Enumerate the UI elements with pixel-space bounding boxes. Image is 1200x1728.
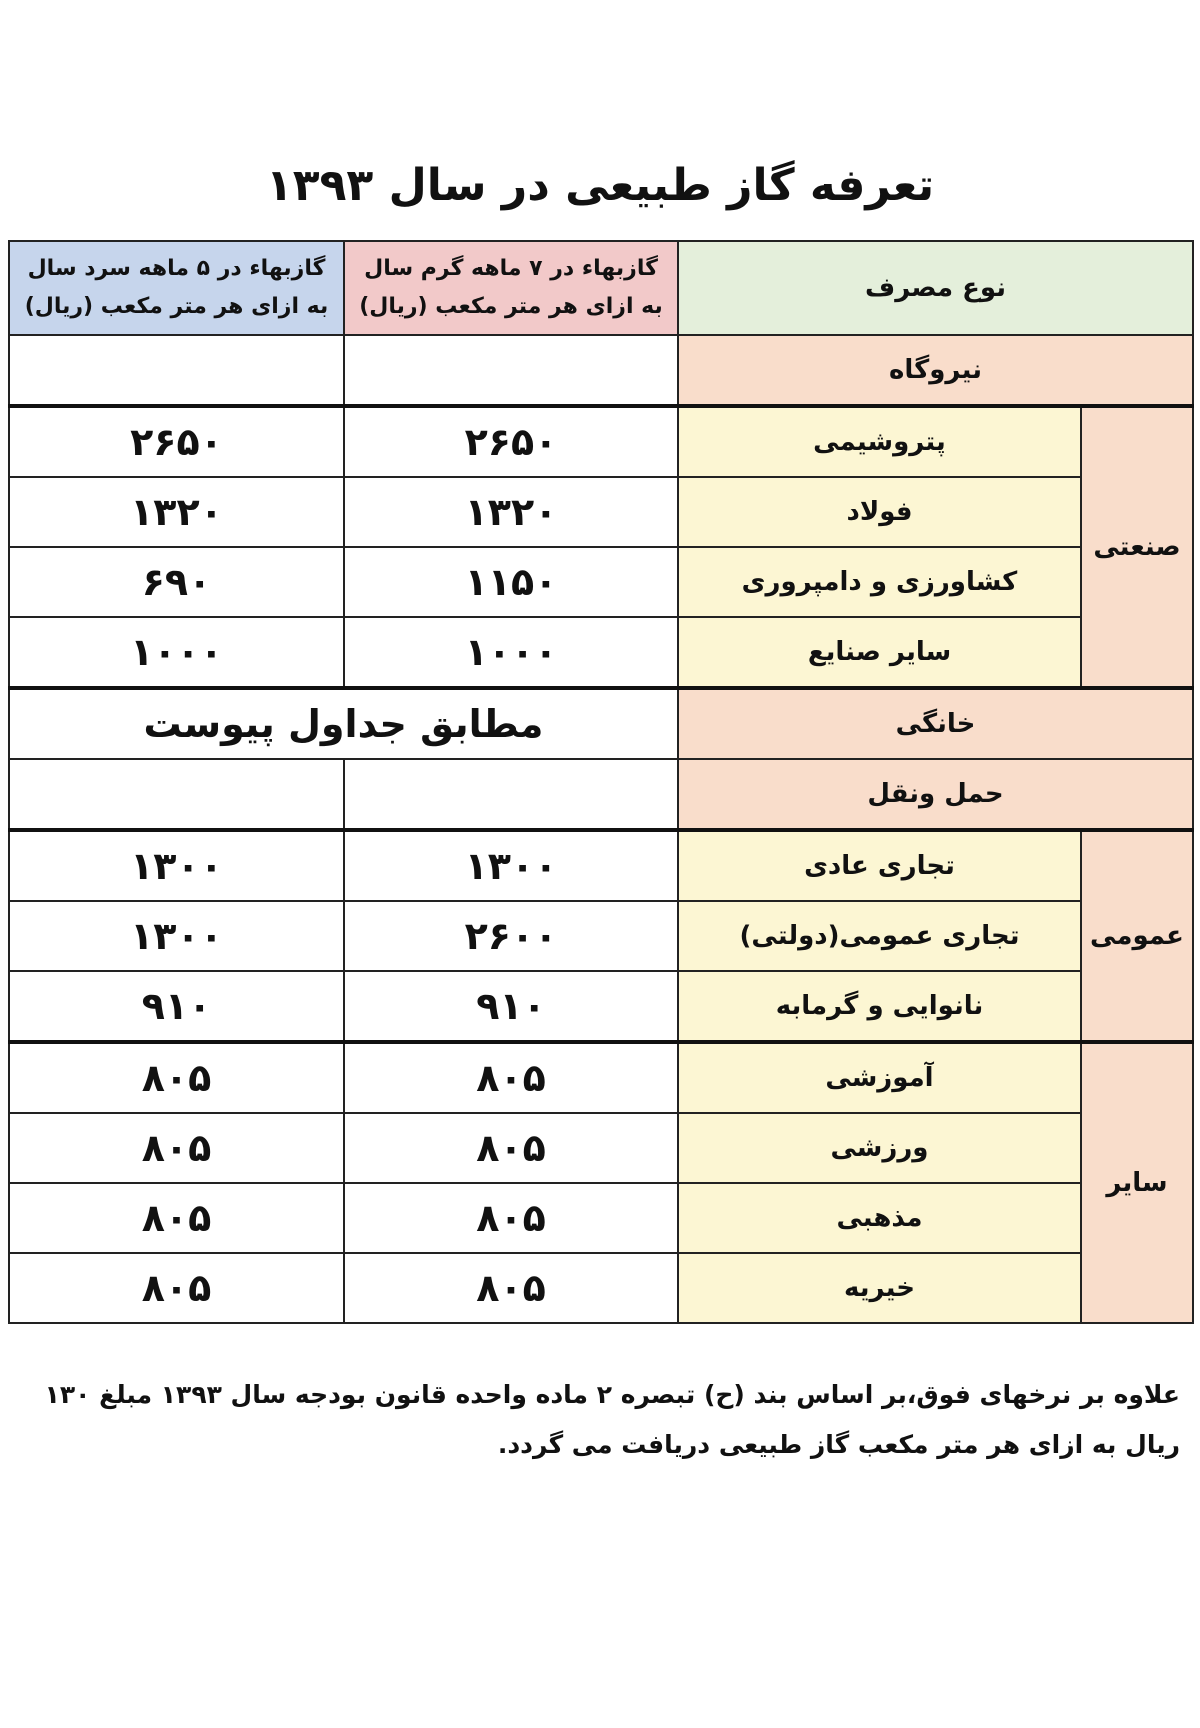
- table-row: [9, 830, 1193, 901]
- warm-value: [344, 335, 678, 406]
- cold-value: [9, 335, 344, 406]
- cold-value: ۸۰۵: [9, 1183, 344, 1253]
- cold-value: ۹۱۰: [9, 971, 344, 1042]
- header-warm-line1: گازبهاء در ۷ ماهه گرم سال: [364, 256, 658, 281]
- group-label-sanati: صنعتی: [1081, 406, 1193, 688]
- cold-value: ۲۶۵۰: [9, 406, 344, 477]
- warm-value: ۸۰۵: [344, 1183, 678, 1253]
- header-cold-line1: گازبهاء در ۵ ماهه سرد سال: [27, 256, 326, 281]
- row-label-niroogah: نیروگاه: [678, 335, 1193, 406]
- header-cold: [9, 241, 344, 335]
- warm-value: ۱۳۲۰: [344, 477, 678, 547]
- row-label-haml: حمل ونقل: [678, 759, 1193, 830]
- header-cold-line2: به ازای هر متر مکعب (ریال): [24, 294, 329, 319]
- tariff-table: [8, 240, 1194, 1324]
- cold-value: ۸۰۵: [9, 1042, 344, 1113]
- table-row: [9, 901, 1193, 971]
- warm-value: ۱۳۰۰: [344, 830, 678, 901]
- cold-value: [9, 759, 344, 830]
- warm-value: ۸۰۵: [344, 1042, 678, 1113]
- header-type: نوع مصرف: [678, 241, 1193, 335]
- warm-value: ۱۱۵۰: [344, 547, 678, 617]
- warm-value: ۸۰۵: [344, 1113, 678, 1183]
- table-row: [9, 971, 1193, 1042]
- row-label-petro: پتروشیمی: [678, 406, 1081, 477]
- row-label-tejari-omumi: تجاری عمومی(دولتی): [678, 901, 1081, 971]
- table-row: [9, 759, 1193, 830]
- header-row: [9, 241, 1193, 335]
- row-label-nanvai: نانوایی و گرمابه: [678, 971, 1081, 1042]
- row-label-keshavarzi: کشاورزی و دامپروری: [678, 547, 1081, 617]
- table-row: [9, 688, 1193, 759]
- warm-value: [344, 759, 678, 830]
- row-label-foolad: فولاد: [678, 477, 1081, 547]
- row-label-sayer-sanaye: سایر صنایع: [678, 617, 1081, 688]
- table-row: [9, 406, 1193, 477]
- header-warm: [344, 241, 678, 335]
- table-row: [9, 1183, 1193, 1253]
- header-warm-line2: به ازای هر متر مکعب (ریال): [359, 294, 663, 319]
- warm-value: ۹۱۰: [344, 971, 678, 1042]
- warm-value: ۲۶۵۰: [344, 406, 678, 477]
- cold-value: ۱۰۰۰: [9, 617, 344, 688]
- cold-value: ۱۳۲۰: [9, 477, 344, 547]
- table-row: [9, 1113, 1193, 1183]
- row-label-varzeshi: ورزشی: [678, 1113, 1081, 1183]
- table-row: [9, 547, 1193, 617]
- table-row: [9, 617, 1193, 688]
- row-label-tejari-adi: تجاری عادی: [678, 830, 1081, 901]
- row-label-mazhabi: مذهبی: [678, 1183, 1081, 1253]
- cold-value: ۶۹۰: [9, 547, 344, 617]
- merged-value: مطابق جداول پیوست: [9, 688, 678, 759]
- footnote: علاوه بر نرخهای فوق،بر اساس بند (ح) تبصره ۲ ماده واحده قانون بودجه سال ۱۳۹۳ مبلغ ۱۳۰ ریال به ازای هر متر مکعب گاز طبیعی دریافت می گردد.: [44, 1380, 1180, 1459]
- warm-value: ۱۰۰۰: [344, 617, 678, 688]
- row-label-kheyrie: خیریه: [678, 1253, 1081, 1323]
- cold-value: ۸۰۵: [9, 1253, 344, 1323]
- row-label-khanegi: خانگی: [678, 688, 1193, 759]
- cold-value: ۱۳۰۰: [9, 830, 344, 901]
- warm-value: ۸۰۵: [344, 1253, 678, 1323]
- table-row: [9, 477, 1193, 547]
- group-label-omumi: عمومی: [1081, 830, 1193, 1042]
- table-row: [9, 335, 1193, 406]
- table-row: [9, 1253, 1193, 1323]
- warm-value: ۲۶۰۰: [344, 901, 678, 971]
- cold-value: ۱۳۰۰: [9, 901, 344, 971]
- cold-value: ۸۰۵: [9, 1113, 344, 1183]
- page-title: تعرفه گاز طبیعی در سال ۱۳۹۳: [265, 160, 935, 211]
- row-label-amoozeshi: آموزشی: [678, 1042, 1081, 1113]
- table-row: [9, 1042, 1193, 1113]
- group-label-sayer: سایر: [1081, 1042, 1193, 1323]
